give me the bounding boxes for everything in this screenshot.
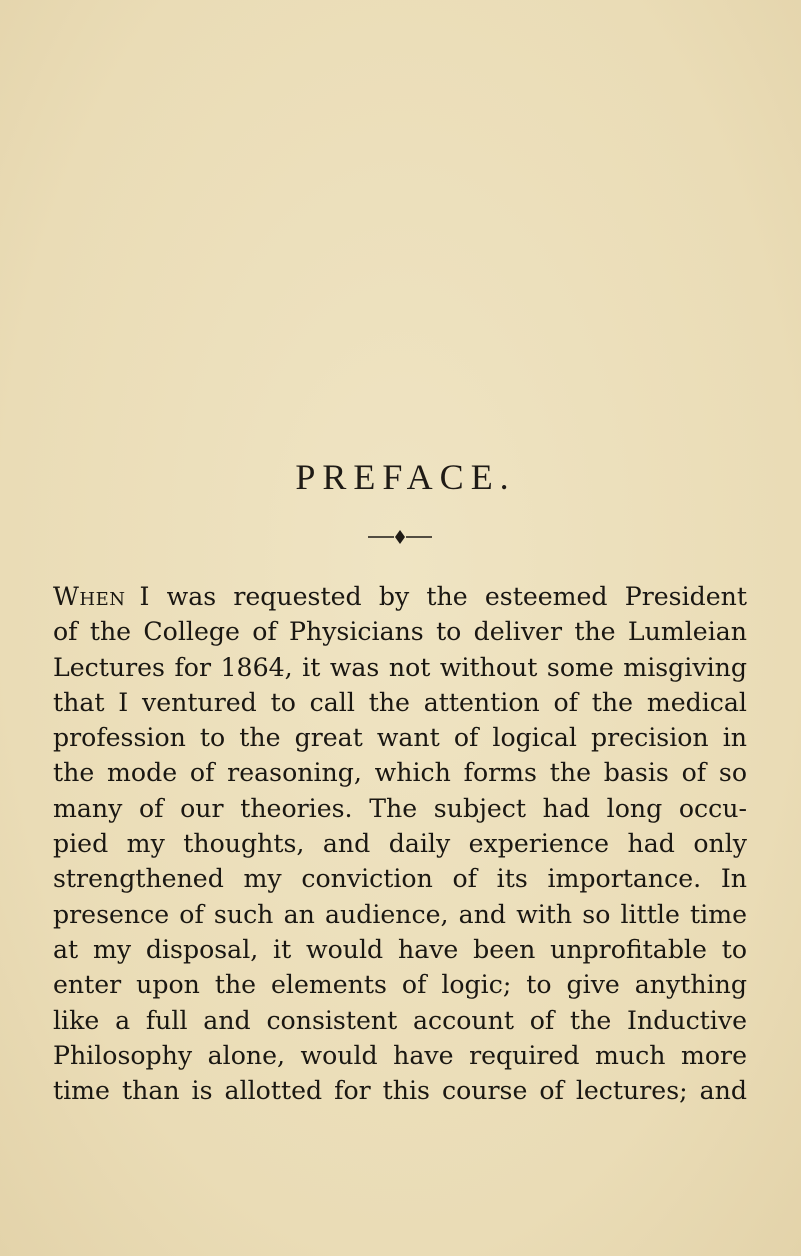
text-line: many of our theories. The subject had long occu- <box>53 793 747 823</box>
text-line: the mode of reasoning, which forms the basis of so <box>53 758 747 788</box>
preface-heading: PREFACE. <box>295 457 516 497</box>
text-line-first-rest: I was requested by the esteemed President <box>139 582 747 611</box>
text-line: at my disposal, it would have been unprofitable to <box>53 934 747 964</box>
text-line: pied my thoughts, and daily experience had only <box>53 829 747 859</box>
text-line: enter upon the elements of logic; to give anything <box>53 970 747 1000</box>
text-line: profession to the great want of logical precision in <box>53 723 747 753</box>
preface-paragraph <box>53 579 747 1108</box>
text-line: that I ventured to call the attention of the medical <box>53 687 747 717</box>
text-line: Philosophy alone, would have required much more <box>53 1040 747 1070</box>
text-line: presence of such an audience, and with so little time <box>53 899 747 929</box>
text-line: of the College of Physicians to deliver the Lumleian <box>53 617 747 647</box>
text-line: Lectures for 1864, it was not without some misgiving <box>53 652 747 682</box>
text-line-first <box>53 579 747 614</box>
text-line: time than is allotted for this course of lectures; and <box>53 1076 747 1106</box>
text-line: like a full and consistent account of the Inductive <box>53 1005 747 1035</box>
text-line: strengthened my conviction of its importance. In <box>53 864 747 894</box>
drop-word: When <box>53 582 126 611</box>
diamond-rule-icon <box>364 527 436 547</box>
